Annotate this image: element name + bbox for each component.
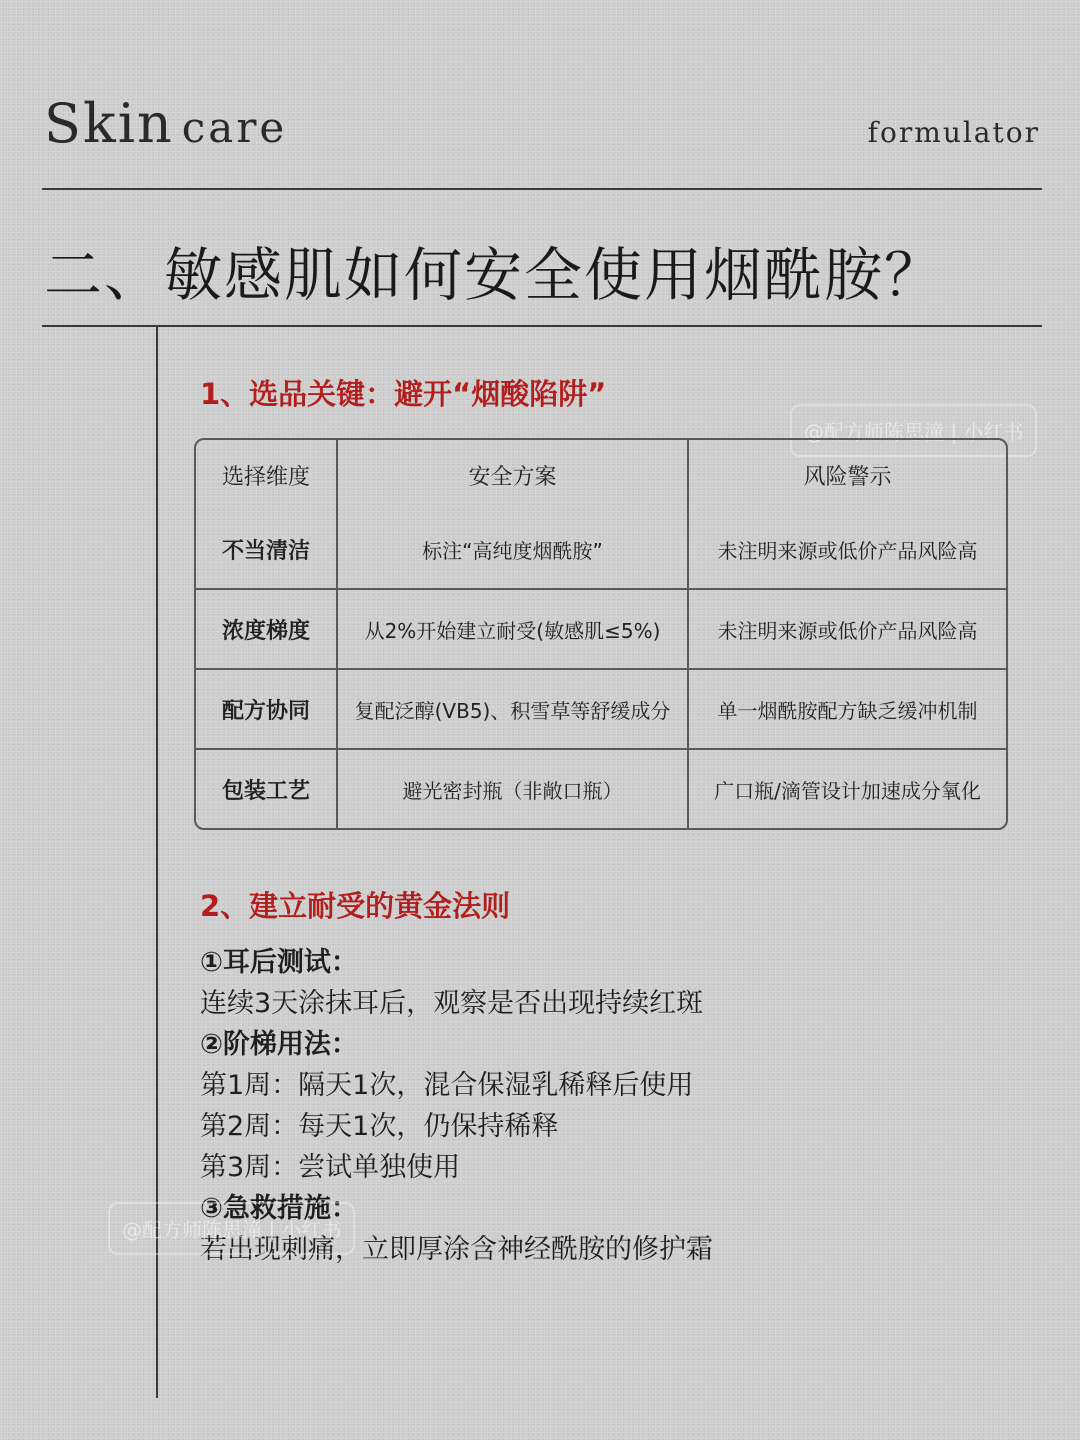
table-cell: 单一烟酰胺配方缺乏缓冲机制 bbox=[689, 670, 1006, 750]
table-cell: 广口瓶/滴管设计加速成分氧化 bbox=[714, 778, 981, 803]
rule-text: 第3周：尝试单独使用 bbox=[200, 1152, 461, 1183]
table-cell: 配方协同 bbox=[196, 670, 338, 750]
table-row bbox=[196, 590, 1006, 670]
table-cell: 不当清洁 bbox=[196, 510, 338, 590]
watermark: @配方师陈思潼 | 小红书 bbox=[108, 1202, 355, 1255]
rule-heading: ③急救措施： bbox=[200, 1193, 358, 1224]
rule-heading: ①耳后测试： bbox=[200, 947, 358, 978]
table-cell: 包装工艺 bbox=[196, 750, 338, 828]
page-title: 二、敏感肌如何安全使用烟酰胺？ bbox=[44, 241, 945, 309]
rule-heading: ②阶梯用法： bbox=[200, 1029, 358, 1060]
table-header-row bbox=[196, 440, 1006, 510]
table-cell: 复配泛醇(VB5)、积雪草等舒缓成分 bbox=[338, 670, 689, 750]
table-cell: 从2%开始建立耐受(敏感肌≤5%) bbox=[338, 590, 689, 670]
rule-text: 若出现刺痛，立即厚涂含神经酰胺的修护霜 bbox=[200, 1234, 713, 1265]
selection-table bbox=[194, 438, 1008, 830]
table-cell: 浓度梯度 bbox=[196, 590, 338, 670]
top-divider bbox=[42, 188, 1042, 190]
table-header-cell: 选择维度 bbox=[196, 440, 338, 510]
section2-title: 2、建立耐受的黄金法则 bbox=[200, 889, 511, 923]
table-cell: 避光密封瓶（非敞口瓶） bbox=[338, 750, 689, 828]
brand-skin: Skin bbox=[44, 92, 174, 155]
brand-care: care bbox=[181, 103, 288, 152]
rule-text: 连续3天涂抹耳后，观察是否出现持续红斑 bbox=[200, 988, 704, 1019]
brand-logo bbox=[44, 92, 287, 155]
brand-formulator: formulator bbox=[867, 116, 1040, 149]
rule-text: 第1周：隔天1次，混合保湿乳稀释后使用 bbox=[200, 1070, 694, 1101]
table-cell: 未注明来源或低价产品风险高 bbox=[689, 510, 1006, 590]
title-divider bbox=[42, 325, 1042, 327]
watermark: @配方师陈思潼 | 小红书 bbox=[790, 404, 1037, 457]
table-header-cell: 安全方案 bbox=[338, 440, 689, 510]
rule-text: 第2周：每天1次，仍保持稀释 bbox=[200, 1111, 559, 1142]
table-cell: 未注明来源或低价产品风险高 bbox=[689, 590, 1006, 670]
section1-title: 1、选品关键：避开“烟酸陷阱” bbox=[200, 377, 607, 411]
table-row bbox=[196, 750, 1006, 828]
table-header-cell: 风险警示 bbox=[803, 464, 892, 490]
table-row bbox=[196, 510, 1006, 590]
table-cell: 标注“高纯度烟酰胺” bbox=[338, 510, 689, 590]
table-row bbox=[196, 670, 1006, 750]
